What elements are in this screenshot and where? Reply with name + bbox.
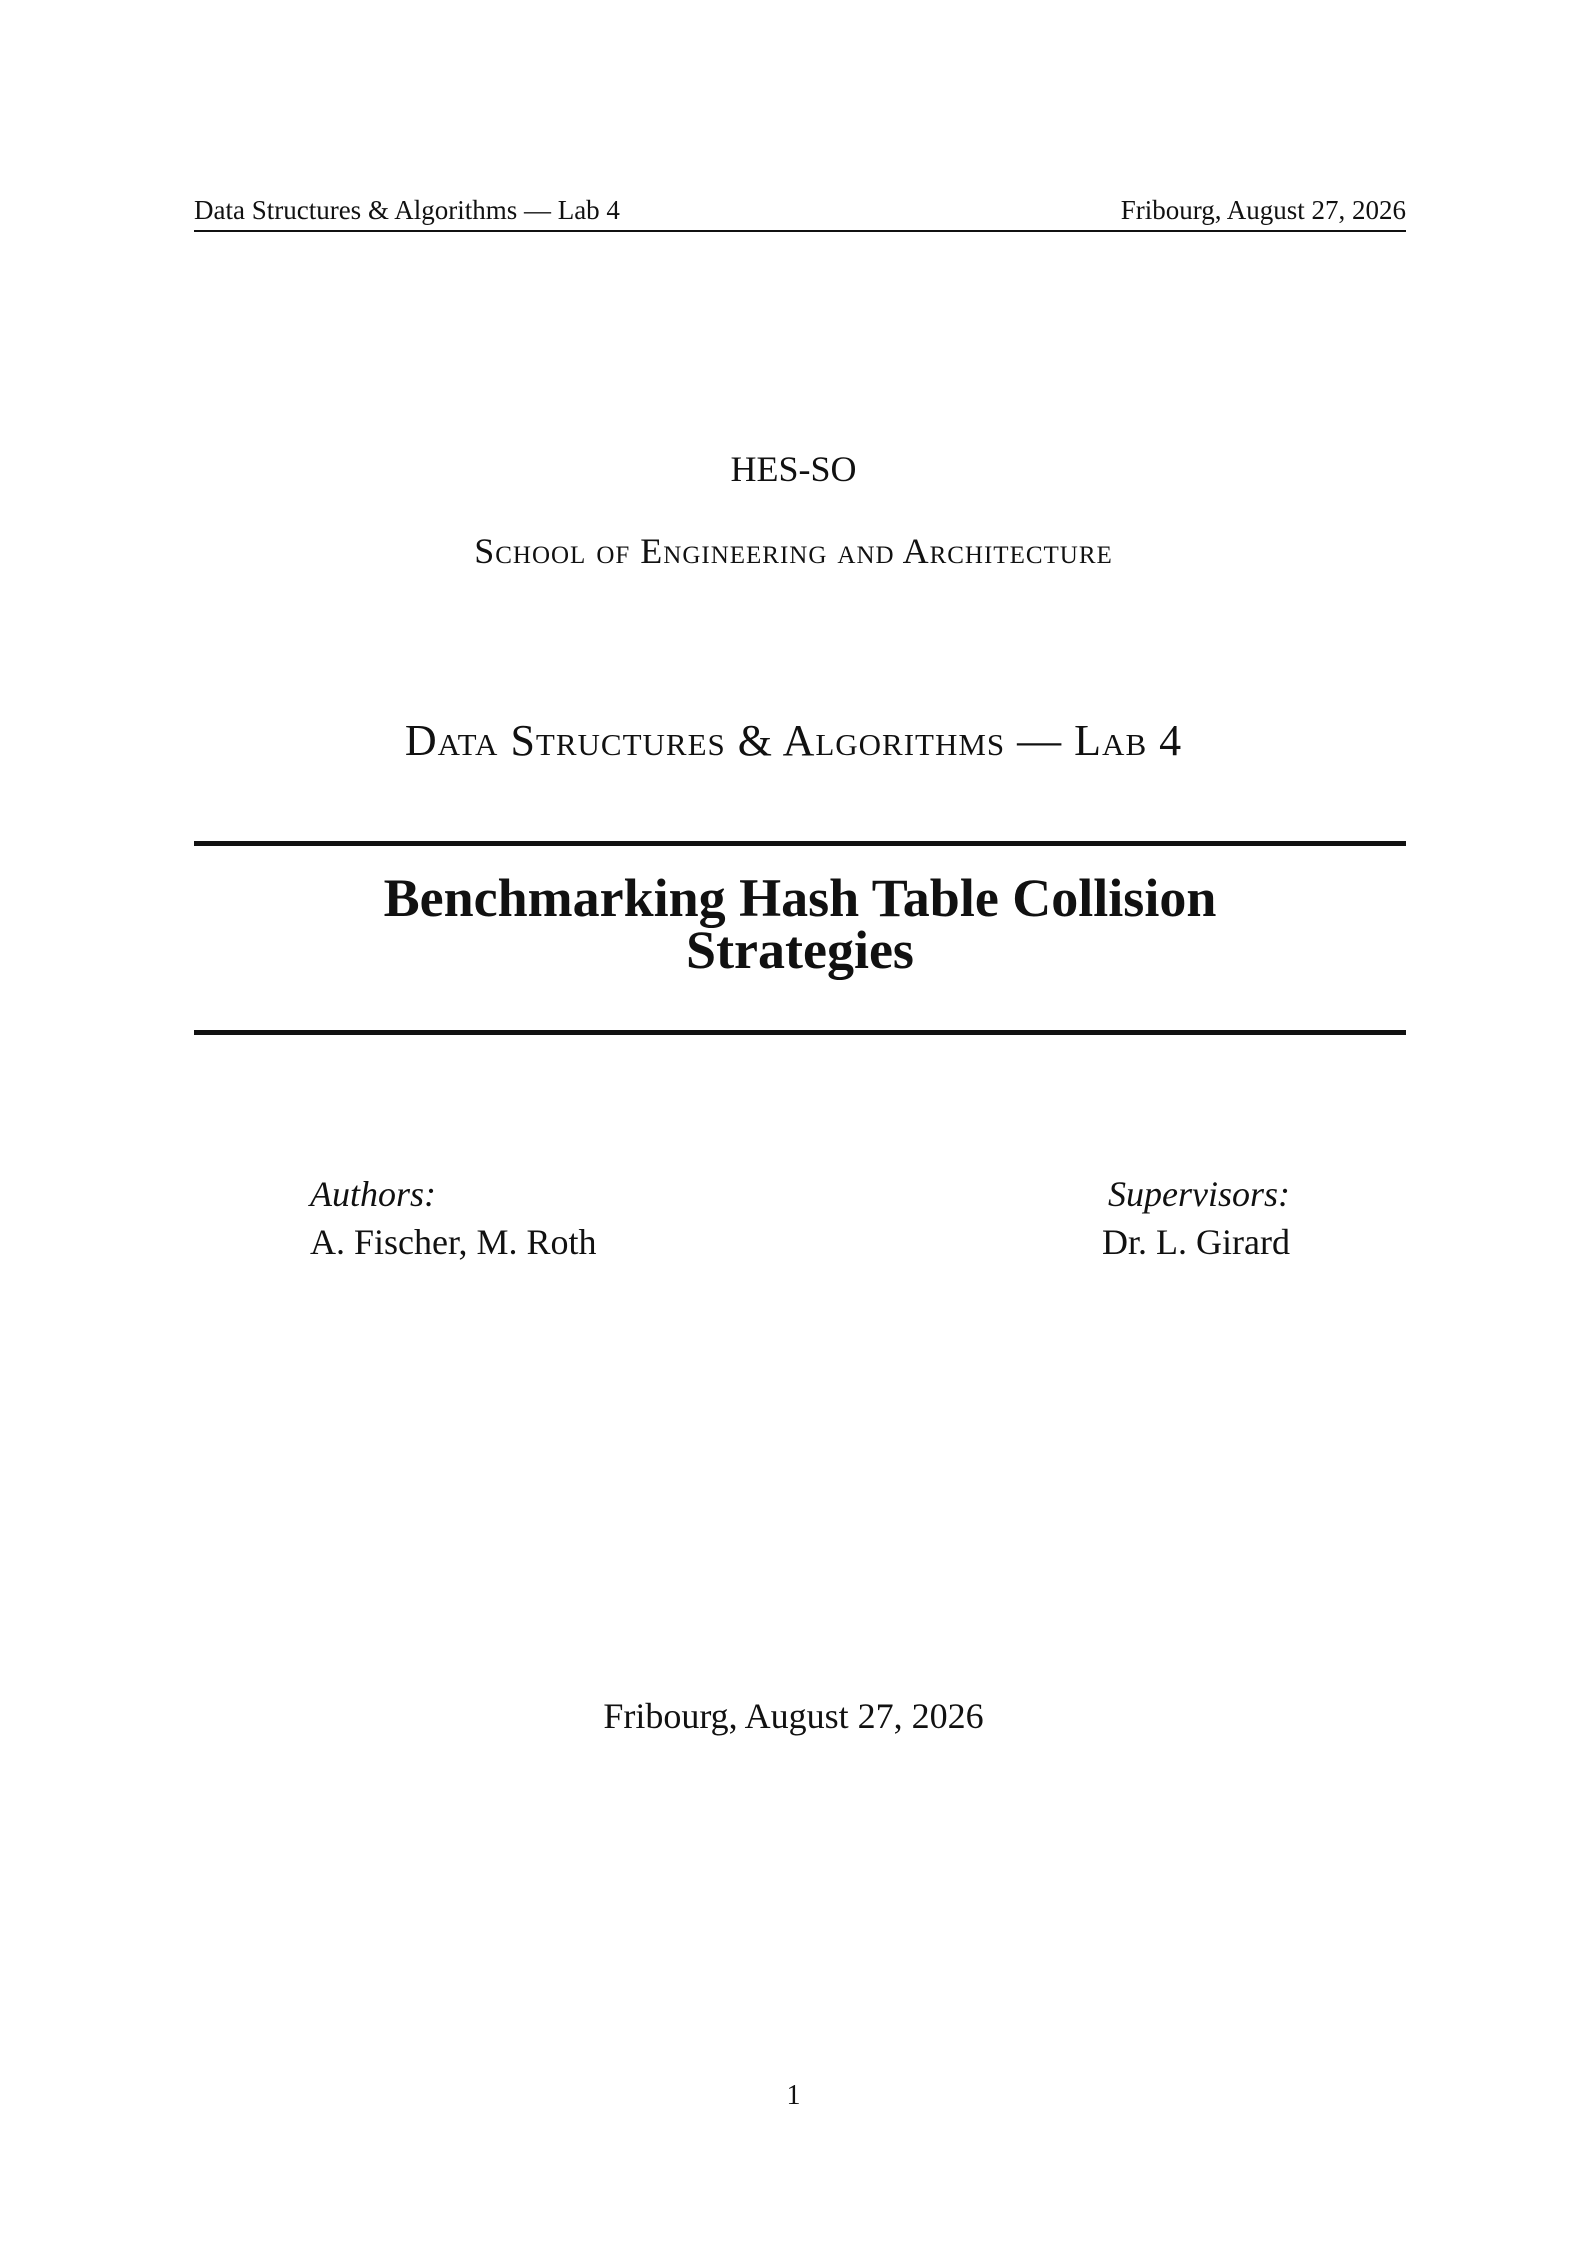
authors-names: A. Fischer, M. Roth: [310, 1222, 597, 1262]
document-title-line-1: Benchmarking Hash Table Collision: [383, 868, 1217, 928]
title-rule-top: [194, 841, 1406, 846]
people-block: [310, 1170, 1290, 1266]
title-rule-bottom: [194, 1030, 1406, 1035]
page-number: 1: [786, 2080, 801, 2111]
institution-name: HES-SO: [730, 449, 857, 489]
running-header-right: Fribourg, August 27, 2026: [1120, 195, 1406, 225]
document-title-line-2: Strategies: [686, 920, 914, 980]
document-title: [194, 868, 1406, 980]
supervisors-label: Supervisors:: [1108, 1174, 1290, 1214]
supervisors-names: Dr. L. Girard: [1102, 1222, 1290, 1262]
supervisors-block: [1102, 1170, 1290, 1266]
place-and-date: Fribourg, August 27, 2026: [603, 1696, 984, 1736]
school-name: School of Engineering and Architecture: [474, 531, 1113, 571]
running-header-left: Data Structures & Algorithms — Lab 4: [194, 195, 620, 225]
authors-block: [310, 1170, 597, 1266]
running-header: [194, 192, 1406, 232]
course-title: Data Structures & Algorithms — Lab 4: [404, 716, 1183, 765]
authors-label: Authors:: [310, 1174, 436, 1214]
